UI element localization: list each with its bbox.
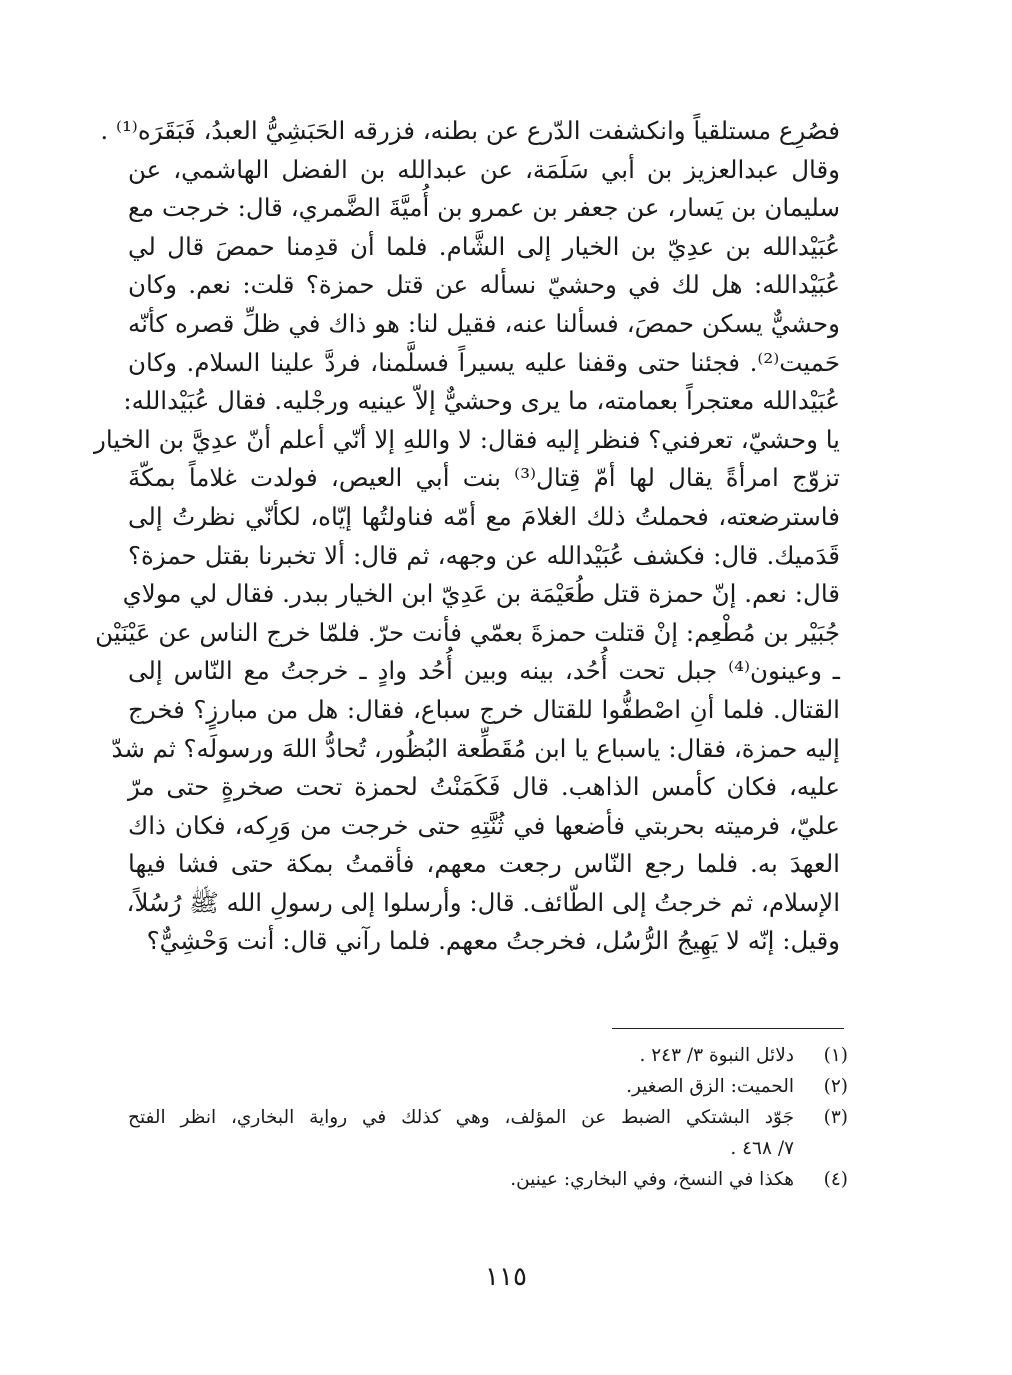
text-line: وقال عبدالعزيز بن أبي سَلَمَة، عن عبدالله بن الفضل الهاشمي، عن: [128, 154, 840, 184]
text-line: عُبَيْدالله بن عدِيّ بن الخيار إلى الشَّام. فلما أن قدِمنا حمصَ قال لي: [128, 231, 840, 261]
footnote-text: هكذا في النسخ، وفي البخاري: عينين.: [510, 1169, 794, 1190]
footnote-text-block: [128, 1102, 794, 1164]
text-line: فاسترضعته، فحملتُ ذلك الغلامَ مع أمّه فناولتُها إيّاه، لكأنّي نظرتُ إلى: [128, 501, 840, 531]
text-line: تزوّج امرأةً يقال لها أمّ قِتال⁽³⁾ بنت أبي العيص، فولدت غلاماً بمكّةَ: [128, 463, 840, 493]
footnote-number: (٤): [823, 1169, 848, 1190]
text-line: فصُرِع مستلقياً وانكشفت الدّرع عن بطنه، فزرقه الحَبَشِيُّ العبدُ، فَبَقَرَه⁽¹⁾ .: [100, 116, 840, 145]
footnote-item: [128, 1071, 848, 1102]
text-line: عليّ، فرميته بحربتي فأضعها في ثُنَّتِهِ حتى خرجت من وَرِكه، فكان ذاك: [128, 810, 840, 840]
footnote-item: [128, 1164, 848, 1195]
footnote-text: جَوّد البشتكي الضبط عن المؤلف، وهي كذلك في رواية البخاري، انظر الفتح: [128, 1107, 794, 1128]
text-line: وحشيٌّ يسكن حمصَ، فسألنا عنه، فقيل لنا: هو ذاك في ظلِّ قصره كأنّه: [128, 308, 840, 338]
footnote-number: (٢): [823, 1076, 848, 1097]
footnote-text: دلائل النبوة ٣/ ٢٤٣ .: [639, 1045, 794, 1066]
footnote-text: الحميت: الزق الصغير.: [626, 1076, 794, 1097]
text-line: الإسلام، ثم خرجتُ إلى الطّائف. قال: وأرسلوا إلى رسولِ الله ﷺ رُسُلاً،: [126, 887, 840, 917]
footnotes: [128, 1040, 848, 1195]
footnote-item: [128, 1040, 848, 1071]
text-line: يا وحشيّ، تعرفني؟ فنظر إليه فقال: لا واللهِ إلا أنّي أعلم أنّ عدِيَّ بن الخيار: [94, 424, 840, 454]
text-line: عليه، فكان كأمس الذاهب. قال فَكَمَنْتُ لحمزة تحت صخرةٍ حتى مرّ: [128, 772, 840, 802]
footnote-text: ٧/ ٤٦٨ .: [730, 1138, 794, 1159]
footnote-separator: [612, 1028, 844, 1029]
text-line: عُبَيْدالله: هل لك في وحشيّ نسأله عن قتل حمزة؟ قلت: نعم. وكان: [128, 270, 840, 300]
text-line: حَميت⁽²⁾. فجئنا حتى وقفنا عليه يسيراً فسلَّمنا، فردَّ علينا السلام. وكان: [128, 347, 840, 377]
text-line: جُبَيْر بن مُطْعِم: إنْ قتلت حمزةَ بعمّي فأنت حرّ. فلمّا خرج الناس عن عَيْنَيْن: [95, 617, 840, 647]
text-line: قال: نعم. إنّ حمزة قتل طُعَيْمَة بن عَدِيّ ابن الخيار ببدر. فقال لي مولاي: [122, 579, 840, 609]
footnote-item: [128, 1102, 848, 1164]
text-line: ـ وعينون⁽⁴⁾ جبل تحت أُحُد، بينه وبين أُحُد وادٍ ـ خرجتُ مع النّاس إلى: [128, 656, 840, 686]
text-line: عُبَيْدالله معتجراً بعمامته، ما يرى وحشيٌّ إلاّ عينيه ورجْليه. فقال عُبَيْدالله:: [123, 386, 840, 416]
page-number: ١١٥: [485, 1262, 527, 1292]
text-line: العهدَ به. فلما رجع النّاس رجعت معهم، فأقمتُ بمكة حتى فشا فيها: [128, 849, 840, 879]
footnote-number: (٣): [823, 1107, 848, 1128]
footnote-number: (١): [823, 1045, 848, 1066]
main-text: [94, 112, 840, 961]
text-line: قَدَميك. قال: فكشف عُبَيْدالله عن وجهه، ثم قال: ألا تخبرنا بقتل حمزة؟: [128, 540, 840, 570]
text-line: سليمان بن يَسار، عن جعفر بن عمرو بن أُميَّةَ الضَّمري، قال: خرجت مع: [128, 193, 840, 223]
text-line: القتال. فلما أنِ اصْطفُّوا للقتال خرج سباع، فقال: هل من مبارزٍ؟ فخرج: [128, 694, 840, 724]
text-line: وقيل: إنّه لا يَهِيجُ الرُّسُل، فخرجتُ معهم. فلما رآني قال: أنت وَحْشِيٌّ؟: [146, 926, 840, 956]
text-line: إليه حمزة، فقال: ياسباع يا ابن مُقَطِّعة البُظُور، تُحادُّ اللهَ ورسولَه؟ ثم شدّ: [111, 733, 840, 763]
